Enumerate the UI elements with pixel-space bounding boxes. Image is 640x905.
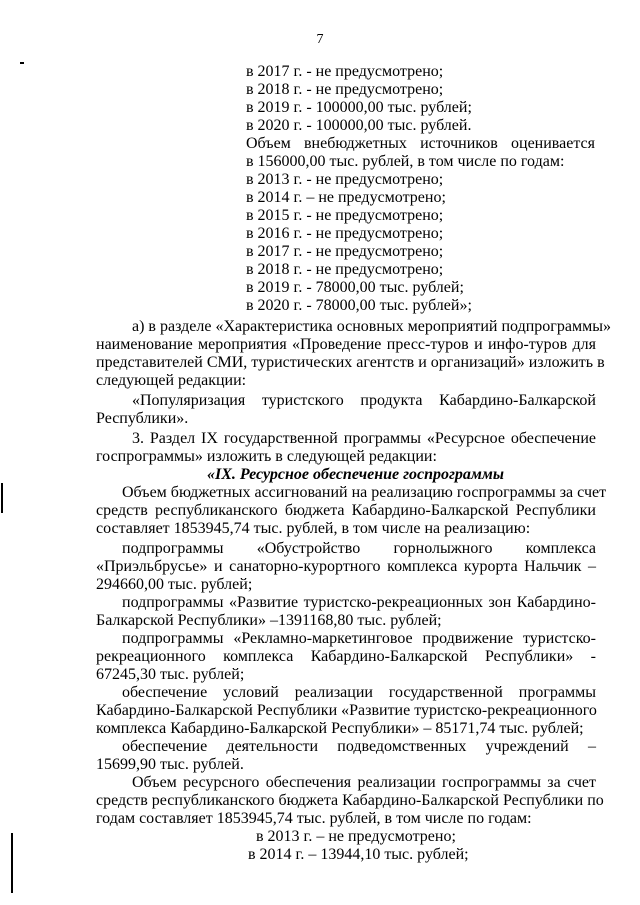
paragraph-line: Объем внебюджетных источников оценивается: [246, 135, 595, 152]
list-item: в 2020 г. - 78000,00 тыс. рублей»;: [246, 297, 472, 314]
paragraph-line: годам составляет 1853945,74 тыс. рублей, в том числе по годам:: [96, 810, 532, 827]
list-item: в 156000,00 тыс. рублей, в том числе по годам:: [246, 153, 565, 170]
paragraph-line: составляет 1853945,74 тыс. рублей, в том числе на реализацию:: [96, 520, 531, 537]
section-heading: «IX. Ресурсное обеспечение госпрограммы: [207, 466, 504, 483]
list-item: в 2018 г. - не предусмотрено;: [246, 261, 444, 278]
paragraph-line: Объем ресурсного обеспечения реализации госпрограммы за счет: [132, 774, 596, 791]
paragraph-line: подпрограммы «Развитие туристско-рекреационных зон Кабардино-: [122, 594, 596, 611]
paragraph-line: наименование мероприятия «Проведение пресс-туров и инфо-туров для: [96, 336, 596, 353]
paragraph-line: Балкарской Республики» –1391168,80 тыс. рублей;: [96, 612, 442, 629]
list-item: в 2019 г. - 100000,00 тыс. рублей;: [246, 99, 472, 116]
paragraph-line: госпрограммы» изложить в следующей редакции:: [96, 448, 437, 465]
paragraph-line: средств республиканского бюджета Кабардино-Балкарской Республики: [96, 502, 596, 519]
paragraph-line: Объем бюджетных ассигнований на реализацию госпрограммы за счет: [122, 484, 607, 501]
paragraph-line: 294660,00 тыс. рублей;: [96, 576, 253, 593]
paragraph-line: комплекса Кабардино-Балкарской Республики» – 85171,74 тыс. рублей;: [96, 720, 584, 737]
scan-mark: [20, 62, 24, 64]
paragraph-line: а) в разделе «Характеристика основных мероприятий подпрограммы»: [132, 318, 611, 335]
paragraph-line: Кабардино-Балкарской Республики «Развитие туристско-рекреационного: [96, 702, 597, 719]
paragraph-line: представителей СМИ, туристических агентств и организаций» изложить в: [96, 354, 605, 371]
paragraph-line: 67245,30 тыс. рублей;: [96, 666, 245, 683]
paragraph-line: обеспечение деятельности подведомственных учреждений –: [122, 738, 596, 755]
paragraph-line: «Приэльбрусье» и санаторно-курортного комплекса курорта Нальчик –: [96, 558, 596, 575]
page-number: 7: [316, 32, 324, 47]
paragraph-line: рекреационного комплекса Кабардино-Балкарской Республики» -: [96, 648, 596, 665]
paragraph-line: 3. Раздел IX государственной программы «Ресурсное обеспечение: [132, 430, 596, 447]
list-item: в 2017 г. - не предусмотрено;: [246, 63, 444, 80]
scan-mark: [1, 483, 3, 513]
list-item: в 2014 г. – не предусмотрено;: [246, 189, 446, 206]
paragraph-line: следующей редакции:: [96, 372, 247, 389]
paragraph-line: средств республиканского бюджета Кабардино-Балкарской Республики по: [96, 792, 604, 809]
paragraph-line: Республики».: [96, 410, 189, 427]
list-item: в 2017 г. - не предусмотрено;: [246, 243, 444, 260]
paragraph-line: обеспечение условий реализации государственной программы: [122, 684, 596, 701]
list-item: в 2013 г. – не предусмотрено;: [256, 828, 456, 845]
list-item: в 2018 г. - не предусмотрено;: [246, 81, 444, 98]
scan-mark: [11, 833, 13, 893]
paragraph-line: подпрограммы «Обустройство горнолыжного комплекса: [122, 540, 596, 557]
list-item: в 2013 г. - не предусмотрено;: [246, 171, 444, 188]
list-item: в 2016 г. - не предусмотрено;: [246, 225, 444, 242]
paragraph-line: «Популяризация туристского продукта Кабардино-Балкарской: [132, 392, 596, 409]
list-item: в 2019 г. - 78000,00 тыс. рублей;: [246, 279, 464, 296]
paragraph-line: 15699,90 тыс. рублей.: [96, 756, 244, 773]
list-item: в 2015 г. - не предусмотрено;: [246, 207, 444, 224]
list-item: в 2014 г. – 13944,10 тыс. рублей;: [248, 846, 469, 863]
list-item: в 2020 г. - 100000,00 тыс. рублей.: [246, 117, 472, 134]
paragraph-line: подпрограммы «Рекламно-маркетинговое продвижение туристско-: [122, 630, 596, 647]
